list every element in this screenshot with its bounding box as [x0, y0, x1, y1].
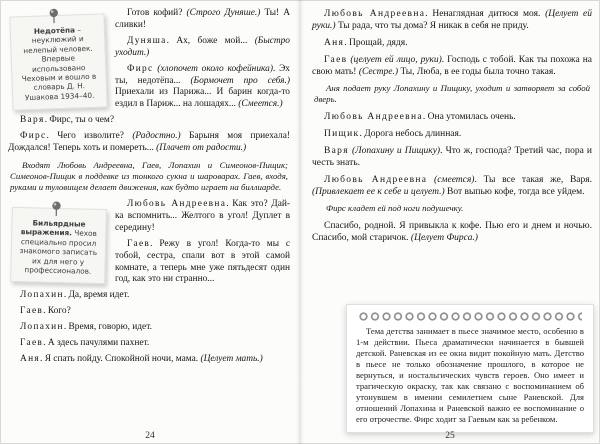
- commentary-note: [346, 304, 594, 433]
- note-body: [18, 218, 98, 276]
- play-paragraph: [312, 174, 592, 198]
- dialogue-text: Приехали из Парижа... И барин когда-то ездил в Париж... на лошадях...: [115, 87, 290, 110]
- sticky-note: [9, 13, 107, 111]
- stage-direction-inline: (Бормочет про себя.): [190, 75, 290, 86]
- dialogue-text: . Что ж, господа? Третий час, пора и честь знать.: [312, 146, 593, 168]
- dialogue-text: . Дорога небось длинная.: [359, 129, 462, 139]
- dialogue-text: . Фирс, ты о чем?: [44, 115, 115, 126]
- page-right: [300, 0, 600, 444]
- margin-note-billiard: [8, 201, 109, 283]
- stage-direction: [314, 203, 590, 214]
- note-body: [18, 25, 100, 103]
- page-number: 25: [445, 431, 455, 441]
- character-name: Лопахин: [20, 322, 64, 333]
- character-name: Любовь Андреевна: [324, 175, 428, 185]
- stage-direction-inline: (Лопахину и Пищику): [352, 146, 441, 156]
- stage-direction-inline: (Строго Дуняше.): [186, 8, 261, 18]
- play-paragraph: [8, 338, 290, 350]
- note-text: Чехов специально просил знакомого записать их для него у профессионалов.: [19, 228, 98, 276]
- play-paragraph: [312, 128, 592, 140]
- dialogue-text: . Я спать пойду. Спокойной ночи, мама.: [40, 353, 201, 364]
- character-name: Пищик: [324, 129, 360, 139]
- dialogue-text: Ты, Люба, в ее годы была точно такая.: [398, 67, 556, 77]
- character-name: Любовь Андреевна: [127, 198, 227, 209]
- stage-direction-inline: (Целует ей руки.): [312, 9, 593, 31]
- character-name: Гаев: [20, 338, 44, 349]
- character-name: Дуняша: [127, 35, 167, 46]
- stage-direction-inline: Входят Любовь Андреевна, Гаев, Лопахин и Симеонов-Пищик; Симеонов-Пищик в поддевке из тонкого сукна и шароварах. Гаев, входя, руками и туловищем делает движения, как будто играет на биллиарде.: [10, 159, 288, 192]
- dialogue-text: Барыня моя приехала! Дождался! Теперь хоть и помереть...: [8, 131, 290, 154]
- dialogue-text: . Чего изволите?: [46, 131, 133, 142]
- note-term: Бильярдные выражения.: [20, 218, 86, 238]
- dialogue-text: . Время, говорю, идет.: [63, 322, 152, 333]
- character-name: Гаев: [127, 238, 151, 249]
- play-paragraph: [312, 8, 592, 32]
- dialogue-text: Спасибо, родной. Я привыкла к кофе. Пью его и днем и ночью. Спасибо, мой старичок.: [312, 221, 592, 243]
- note-text: – неуклюжий и нелепый человек. Впервые использовано Чеховым и вошло в словарь Д. Н. Ушакова 1934–40.: [21, 25, 97, 103]
- page-number: 24: [145, 431, 155, 441]
- character-name: Гаев: [20, 306, 44, 317]
- dialogue-text: . Эх ты, недотёпа...: [115, 63, 290, 86]
- character-name: Аня: [20, 353, 40, 364]
- stage-direction-inline: Аня подает руку Лопахину и Пищику, уходит и затворяет за собой дверь.: [314, 83, 590, 104]
- commentary-text: Тема детства занимает в пьесе значимое место, особенно в 1-м действии. Пьеса драматически начинается в бывшей детской. Раневская из ее окна видит покойную мать. Детство в пьесе не только обозначение прошлого, в которое не вернуться, и ностальгических чувств героев. Оно имеет и трагическую окраску, так как связано с воспоминанием об утонувшем в имении семилетнем сыне Раневской. Для отношений Лопахина и Раневской важно ее воспоминание о его отрочестве. Фирс ходит за Гаевым как за ребенком.: [356, 326, 584, 424]
- dialogue-text: . Прощай, дядя.: [344, 38, 408, 48]
- character-name: Фирс: [20, 131, 47, 142]
- dialogue-text: . Ах, боже мой...: [166, 35, 255, 46]
- play-paragraph: [312, 111, 592, 123]
- character-name: Фирс: [127, 63, 154, 74]
- stage-direction: [10, 160, 288, 193]
- stage-direction-inline: (Быстро уходит.): [115, 35, 290, 58]
- spiral-binding-icon: [358, 311, 582, 322]
- dialogue-text: . Ты все такая же, Варя.: [474, 175, 593, 185]
- play-paragraph: [8, 115, 290, 127]
- play-paragraph: [312, 220, 592, 244]
- dialogue-text: . А здесь пачулями пахнет.: [43, 338, 150, 349]
- character-name: Лопахин: [20, 290, 64, 301]
- play-paragraph: [8, 354, 290, 366]
- character-name: Аня: [324, 38, 345, 48]
- pushpin-icon: [47, 8, 61, 24]
- dialogue-text: . Она утомилась очень.: [422, 112, 516, 122]
- stage-direction-inline: (смеется): [434, 175, 475, 185]
- play-paragraph: [312, 37, 592, 49]
- dialogue-text: . Ненаглядная дитюся моя.: [425, 9, 546, 19]
- stage-direction-inline: (Целует мать.): [200, 353, 263, 364]
- stage-direction-inline: (Сестре.): [358, 67, 399, 77]
- margin-note-nedotyopa: [8, 8, 109, 109]
- play-paragraph: [8, 290, 290, 302]
- stage-direction-inline: Фирс кладет ей под ноги подушечку.: [326, 203, 464, 213]
- play-paragraph: [8, 306, 290, 318]
- dialogue-text: Ты! А сливки!: [115, 8, 290, 30]
- character-name: Любовь Андреевна: [324, 9, 426, 19]
- stage-direction-inline: (хлопочет около кофейника): [157, 63, 273, 74]
- character-name: Любовь Андреевна: [324, 112, 423, 122]
- pushpin-icon: [50, 201, 63, 217]
- dialogue-text: . Да, время идет.: [63, 290, 130, 301]
- stage-direction-inline: (Привлекает ее к себе и целует.): [312, 187, 445, 197]
- stage-direction-inline: (Смеется.): [238, 99, 283, 110]
- play-paragraph: [312, 54, 592, 78]
- stage-direction-inline: (целует ей лицо, руки): [350, 55, 442, 65]
- dialogue-text: . Кого?: [43, 306, 71, 317]
- stage-direction-inline: (Целует Фирса.): [410, 233, 478, 243]
- dialogue-text: . Господь с тобой. Как ты похожа на свою мать!: [312, 55, 592, 77]
- dialogue-text: Ты рада, что ты дома? Я никак в себя не приду.: [335, 21, 529, 31]
- sticky-note: [10, 207, 107, 285]
- dialogue-text: Готов кофий?: [127, 8, 187, 18]
- character-name: Гаев: [324, 55, 348, 65]
- dialogue-text: . Режу в угол! Когда-то мы с тобой, сестра, спали вот в этой самой комнате, а теперь мне уже пятьдесят один год, как это ни странно...: [115, 238, 290, 285]
- play-text-block: [312, 8, 592, 244]
- dialogue-text: Вот выпью кофе, тогда все уйдем.: [444, 187, 585, 197]
- stage-direction-inline: (Радостно.): [132, 131, 181, 142]
- stage-direction: [314, 83, 590, 105]
- character-name: Варя: [20, 115, 45, 126]
- stage-direction-inline: (Плачет от радости.): [156, 143, 247, 154]
- dialogue-text: . Как это? Дай-ка вспомнить... Желтого в угол! Дуплет в середину!: [115, 198, 290, 233]
- play-paragraph: [312, 145, 592, 169]
- play-paragraph: [8, 131, 290, 155]
- note-term: Недотёпа: [33, 25, 76, 36]
- character-name: Варя: [324, 146, 349, 156]
- play-paragraph: [8, 322, 290, 334]
